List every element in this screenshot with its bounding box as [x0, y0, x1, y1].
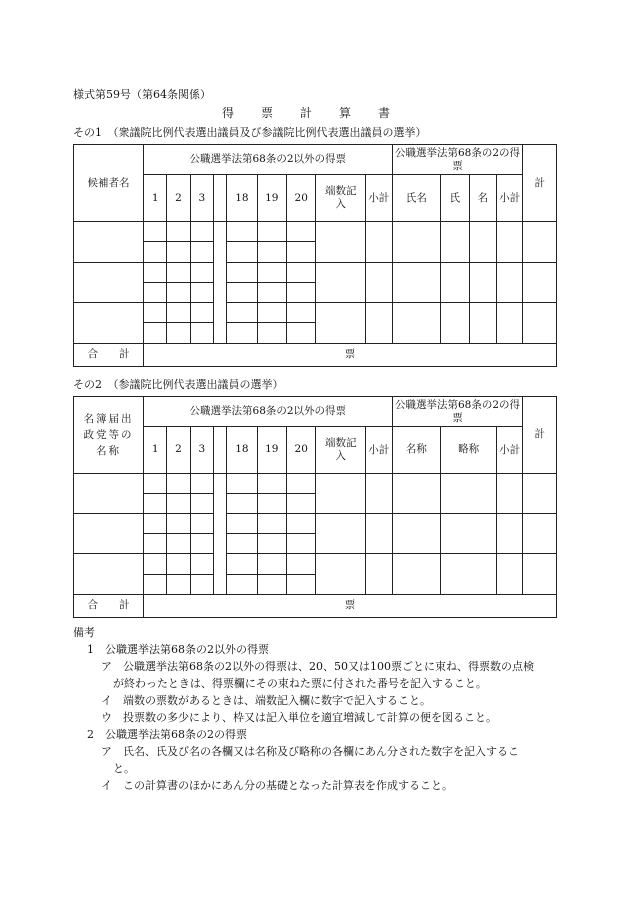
footer-unit: 票: [344, 599, 356, 612]
col-num-18: 18: [227, 175, 257, 222]
tally-cell[interactable]: [190, 262, 213, 282]
tally-cell[interactable]: [227, 282, 257, 302]
b-col-surname: 氏: [441, 175, 469, 222]
section2-table: [73, 396, 557, 618]
subtotal-a-header: 小計: [366, 175, 392, 222]
tally-cell[interactable]: [227, 493, 257, 513]
subtotal-cell[interactable]: [497, 303, 523, 344]
footer-total-label: 合 計: [74, 343, 144, 366]
tally-cell[interactable]: [227, 222, 257, 242]
party-cell[interactable]: [74, 554, 144, 594]
section2-heading: その2 （参議院比例代表選出議員の選挙）: [73, 378, 284, 391]
total-cell[interactable]: [523, 222, 557, 263]
tally-cell[interactable]: [227, 323, 257, 343]
tally-cell[interactable]: [144, 323, 167, 343]
tally-cell[interactable]: [257, 282, 286, 302]
tally-cell[interactable]: [227, 554, 257, 574]
party-name-header: 名簿届出政党等の名称: [74, 397, 144, 474]
fraction-cell[interactable]: [316, 473, 366, 513]
tally-cell[interactable]: [190, 473, 213, 493]
total-cell[interactable]: [523, 473, 557, 513]
party-cell[interactable]: [74, 514, 144, 554]
note-item: イ 端数の票数があるときは、端数記入欄に数字で記入すること。: [101, 694, 431, 707]
tally-cell[interactable]: [257, 554, 286, 574]
tally-cell[interactable]: [144, 242, 167, 262]
col-num-19: 19: [257, 175, 286, 222]
tally-cell[interactable]: [190, 534, 213, 554]
tally-cell[interactable]: [257, 242, 286, 262]
col-num-2: 2: [167, 175, 190, 222]
notes-heading: 備考: [73, 626, 95, 639]
tally-cell[interactable]: [257, 222, 286, 242]
subtotal-b-header: 小計: [497, 175, 523, 222]
b-col-given: 名: [469, 175, 496, 222]
notes-section: [73, 624, 573, 794]
total-cell[interactable]: [523, 554, 557, 594]
col-num-3: 3: [190, 175, 213, 222]
subtotal-cell[interactable]: [366, 303, 392, 344]
surname-cell[interactable]: [441, 303, 469, 344]
b-col-abbreviation: 略称: [441, 427, 497, 473]
abbreviation-cell[interactable]: [441, 473, 497, 513]
note-item: が終わったときは、得票欄にその束ねた票に付された番号を記入すること。: [113, 677, 487, 690]
name-cell[interactable]: [392, 262, 441, 303]
subtotal-cell[interactable]: [497, 262, 523, 303]
fraction-cell[interactable]: [316, 262, 366, 303]
form-number: 様式第59号（第64条関係）: [73, 88, 211, 101]
tally-cell[interactable]: [257, 473, 286, 493]
col-num-18: 18: [227, 427, 257, 473]
tally-cell[interactable]: [287, 493, 316, 513]
tally-cell[interactable]: [167, 493, 190, 513]
tally-cell[interactable]: [144, 574, 167, 594]
fraction-cell[interactable]: [316, 514, 366, 554]
tally-cell[interactable]: [257, 323, 286, 343]
note-item: ア 公職選挙法第68条の2以外の得票は、20、50又は100票ごとに束ね、得票数の点検: [101, 660, 534, 673]
tally-cell[interactable]: [190, 282, 213, 302]
candidate-cell[interactable]: [74, 262, 144, 303]
note-item: ア 氏名、氏及び名の各欄又は名称及び略称の各欄にあん分された数字を記入するこ: [101, 745, 519, 758]
col-separator: [213, 175, 226, 222]
party-cell[interactable]: [74, 473, 144, 513]
subtotal-cell[interactable]: [366, 473, 392, 513]
group-a-header: 公職選挙法第68条の2以外の得票: [144, 397, 393, 427]
candidate-cell[interactable]: [74, 222, 144, 263]
given-cell[interactable]: [469, 303, 496, 344]
subtotal-cell[interactable]: [497, 554, 523, 594]
note-item: 1 公職選挙法第68条の2以外の得票: [87, 643, 269, 656]
tally-cell[interactable]: [287, 222, 316, 242]
b-col-official-name: 名称: [392, 427, 441, 473]
tally-cell[interactable]: [287, 323, 316, 343]
tally-cell[interactable]: [227, 242, 257, 262]
tally-cell[interactable]: [167, 473, 190, 493]
tally-cell[interactable]: [144, 303, 167, 323]
total-header: 計: [523, 145, 557, 222]
tally-cell[interactable]: [144, 262, 167, 282]
tally-cell[interactable]: [144, 514, 167, 534]
tally-cell[interactable]: [167, 242, 190, 262]
tally-cell[interactable]: [287, 554, 316, 574]
tally-cell[interactable]: [190, 514, 213, 534]
b-col-name: 氏名: [392, 175, 441, 222]
tally-cell[interactable]: [257, 493, 286, 513]
tally-cell[interactable]: [287, 303, 316, 323]
note-item: イ この計算書のほかにあん分の基礎となった計算表を作成すること。: [101, 779, 453, 792]
surname-cell[interactable]: [441, 222, 469, 263]
footer-unit: 票: [344, 348, 356, 361]
tally-cell[interactable]: [144, 282, 167, 302]
col-num-3: 3: [190, 427, 213, 473]
tally-cell[interactable]: [144, 534, 167, 554]
col-num-20: 20: [287, 175, 316, 222]
tally-cell[interactable]: [287, 282, 316, 302]
candidate-name-header: 候補者名: [74, 145, 144, 222]
given-cell[interactable]: [469, 262, 496, 303]
subtotal-cell[interactable]: [497, 514, 523, 554]
surname-cell[interactable]: [441, 262, 469, 303]
col-num-1: 1: [144, 427, 167, 473]
group-b-header: 公職選挙法第68条の2の得票: [392, 397, 523, 427]
section1-table: [73, 144, 557, 367]
group-a-header: 公職選挙法第68条の2以外の得票: [144, 145, 393, 175]
tally-cell[interactable]: [167, 554, 190, 574]
total-cell[interactable]: [523, 303, 557, 344]
fraction-cell[interactable]: [316, 222, 366, 263]
subtotal-cell[interactable]: [497, 473, 523, 513]
tally-cell[interactable]: [287, 574, 316, 594]
subtotal-a-header: 小計: [366, 427, 392, 473]
tally-cell[interactable]: [257, 303, 286, 323]
note-item: と。: [113, 762, 135, 775]
tally-cell[interactable]: [227, 262, 257, 282]
note-item: ウ 投票数の多少により、枠又は記入単位を適宜増減して計算の便を図ること。: [101, 711, 497, 724]
total-cell[interactable]: [523, 514, 557, 554]
tally-cell[interactable]: [287, 242, 316, 262]
tally-cell[interactable]: [167, 222, 190, 242]
footer-votes-cell[interactable]: [144, 343, 557, 366]
fraction-header: 端数記入: [316, 427, 366, 473]
tally-cell[interactable]: [287, 534, 316, 554]
tally-cell[interactable]: [167, 574, 190, 594]
total-cell[interactable]: [523, 262, 557, 303]
tally-cell[interactable]: [190, 242, 213, 262]
subtotal-cell[interactable]: [497, 222, 523, 263]
tally-cell[interactable]: [167, 303, 190, 323]
candidate-cell[interactable]: [74, 303, 144, 344]
tally-cell[interactable]: [227, 514, 257, 534]
tally-cell[interactable]: [167, 262, 190, 282]
tally-cell[interactable]: [287, 514, 316, 534]
section1-heading: その1 （衆議院比例代表選出議員及び参議院比例代表選出議員の選挙）: [73, 126, 427, 139]
tally-cell[interactable]: [190, 303, 213, 323]
official-name-cell[interactable]: [392, 473, 441, 513]
total-header: 計: [523, 397, 557, 474]
abbreviation-cell[interactable]: [441, 514, 497, 554]
tally-cell[interactable]: [257, 262, 286, 282]
col-num-20: 20: [287, 427, 316, 473]
footer-votes-cell[interactable]: [144, 594, 557, 617]
footer-total-label: 合 計: [74, 594, 144, 617]
abbreviation-cell[interactable]: [441, 554, 497, 594]
fraction-header: 端数記入: [316, 175, 366, 222]
tally-cell[interactable]: [144, 554, 167, 574]
tally-cell[interactable]: [144, 493, 167, 513]
given-cell[interactable]: [469, 222, 496, 263]
subtotal-cell[interactable]: [366, 554, 392, 594]
tally-cell[interactable]: [167, 323, 190, 343]
tally-cell[interactable]: [227, 534, 257, 554]
page-title: 得 票 計 算 書: [222, 106, 392, 120]
tally-cell[interactable]: [167, 282, 190, 302]
tally-cell[interactable]: [257, 534, 286, 554]
col-separator: [213, 427, 226, 473]
tally-cell[interactable]: [287, 262, 316, 282]
note-item: 2 公職選挙法第68条の2の得票: [87, 728, 247, 741]
tally-cell[interactable]: [287, 473, 316, 493]
col-num-2: 2: [167, 427, 190, 473]
official-name-cell[interactable]: [392, 514, 441, 554]
col-num-1: 1: [144, 175, 167, 222]
tally-cell[interactable]: [227, 473, 257, 493]
name-cell[interactable]: [392, 303, 441, 344]
fraction-cell[interactable]: [316, 303, 366, 344]
name-cell[interactable]: [392, 222, 441, 263]
tally-cell[interactable]: [144, 222, 167, 242]
tally-cell[interactable]: [257, 514, 286, 534]
fraction-cell[interactable]: [316, 554, 366, 594]
tally-cell[interactable]: [190, 493, 213, 513]
tally-cell[interactable]: [190, 574, 213, 594]
subtotal-b-header: 小計: [497, 427, 523, 473]
tally-cell[interactable]: [167, 514, 190, 534]
tally-cell[interactable]: [190, 554, 213, 574]
subtotal-cell[interactable]: [366, 262, 392, 303]
col-num-19: 19: [257, 427, 286, 473]
tally-cell[interactable]: [144, 473, 167, 493]
subtotal-cell[interactable]: [366, 514, 392, 554]
tally-cell[interactable]: [257, 574, 286, 594]
separator-band: [213, 222, 226, 344]
tally-cell[interactable]: [227, 574, 257, 594]
tally-cell[interactable]: [167, 534, 190, 554]
tally-cell[interactable]: [227, 303, 257, 323]
subtotal-cell[interactable]: [366, 222, 392, 263]
official-name-cell[interactable]: [392, 554, 441, 594]
separator-band: [213, 473, 226, 594]
tally-cell[interactable]: [190, 323, 213, 343]
group-b-header: 公職選挙法第68条の2の得票: [392, 145, 523, 175]
tally-cell[interactable]: [190, 222, 213, 242]
